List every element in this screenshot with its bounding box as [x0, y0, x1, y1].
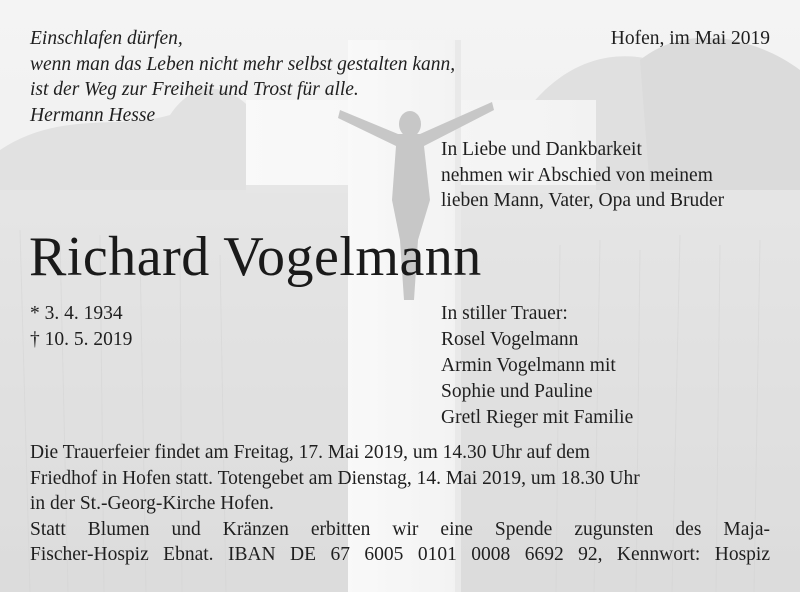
mourner-name: Armin Vogelmann mit	[441, 355, 616, 376]
donation-line: Statt Blumen und Kränzen erbitten wir eine Spende zugunsten des Maja-	[30, 518, 770, 540]
mourners-list	[441, 301, 633, 431]
farewell-intro	[441, 137, 724, 214]
quote-line: ist der Weg zur Freiheit und Trost für alle.	[30, 79, 359, 100]
details-line: Die Trauerfeier findet am Freitag, 17. Mai 2019, um 14.30 Uhr auf dem	[30, 442, 590, 463]
funeral-details	[30, 440, 770, 568]
details-line: in der St.-Georg-Kirche Hofen.	[30, 493, 274, 514]
place-and-date: Hofen, im Mai 2019	[610, 28, 770, 49]
life-dates	[30, 301, 132, 353]
quote-line: wenn man das Leben nicht mehr selbst gestalten kann,	[30, 53, 456, 75]
intro-line: lieben Mann, Vater, Opa und Bruder	[441, 190, 725, 211]
deceased-name: Richard Vogelmann	[29, 226, 482, 288]
quote-author: Hermann Hesse	[30, 104, 156, 126]
intro-line: In Liebe und Dankbarkeit	[441, 139, 642, 160]
death-date: † 10. 5. 2019	[30, 329, 133, 350]
mourners-heading: In stiller Trauer:	[441, 303, 568, 324]
mourner-name: Gretl Rieger mit Familie	[441, 407, 634, 428]
donation-line: Fischer-Hospiz Ebnat. IBAN DE 67 6005 0101 0008 6692 92, Kennwort: Hospiz	[30, 544, 770, 565]
birth-date: * 3. 4. 1934	[30, 303, 123, 324]
mourner-name: Sophie und Pauline	[441, 381, 593, 402]
quote-block	[30, 26, 550, 128]
intro-line: nehmen wir Abschied von meinem	[441, 164, 713, 186]
details-line: Friedhof in Hofen statt. Totengebet am Dienstag, 14. Mai 2019, um 18.30 Uhr	[30, 467, 640, 489]
quote-line: Einschlafen dürfen,	[30, 28, 183, 49]
mourner-name: Rosel Vogelmann	[441, 329, 579, 350]
